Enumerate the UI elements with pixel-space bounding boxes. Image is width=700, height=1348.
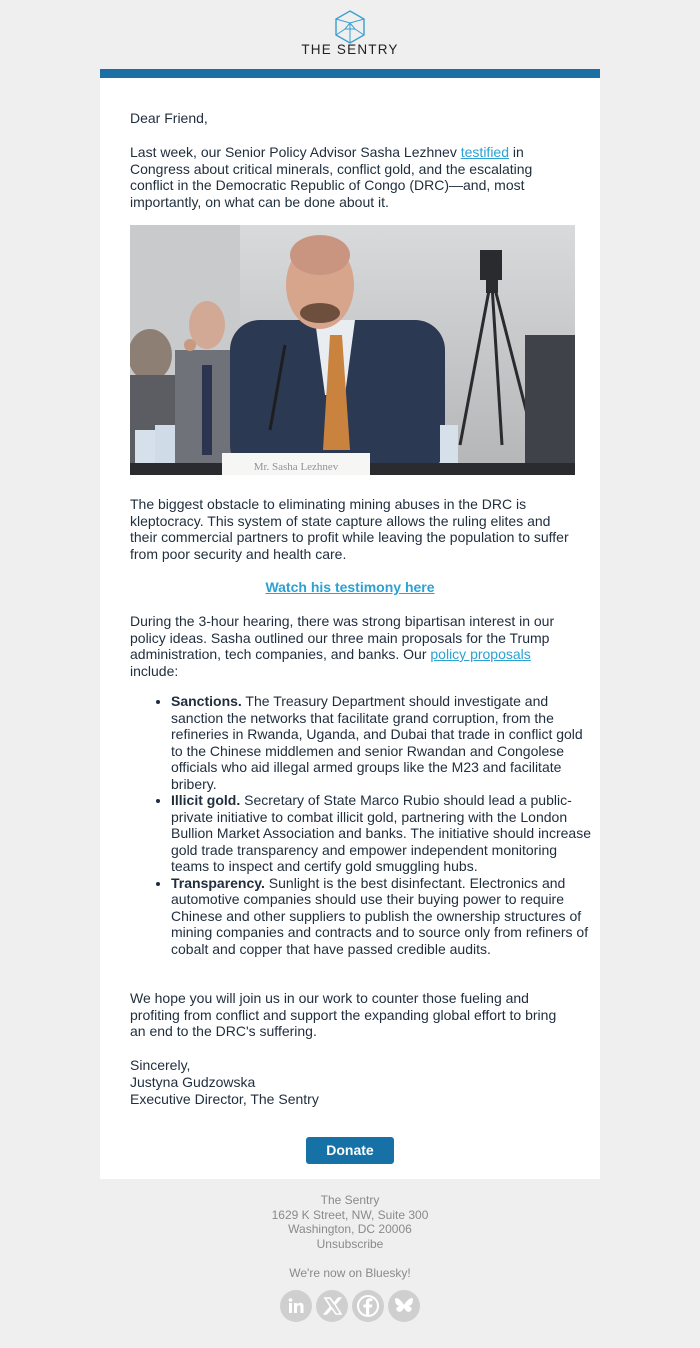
greeting: Dear Friend, bbox=[130, 110, 208, 126]
header-accent-bar bbox=[100, 69, 600, 78]
bluesky-icon[interactable] bbox=[388, 1290, 420, 1322]
signoff: Sincerely, bbox=[130, 1057, 191, 1073]
policy-proposals-link[interactable]: policy proposals bbox=[430, 646, 531, 662]
proposals-list bbox=[150, 693, 591, 957]
list-item: • Illicit gold. Secretary of State Marco Rubio should lead a public-private initiative to combat illicit gold, partnering with the London Bullion Market Association and banks. The initiative should increase gold trade transparency and empower independent monitoring teams to inspect and certify gold smuggling hubs. bbox=[171, 792, 591, 875]
watch-testimony-link[interactable]: Watch his testimony here bbox=[265, 579, 435, 595]
facebook-icon[interactable] bbox=[352, 1290, 384, 1322]
kleptocracy-paragraph: The biggest obstacle to eliminating mining abuses in the DRC is kleptocracy. This system of state capture allows the ruling elites and their commercial partners to profit while leaving the population to suffer from poor security and health care. bbox=[130, 496, 569, 562]
footer-org: The Sentry bbox=[320, 1193, 380, 1207]
testified-link[interactable]: testified bbox=[460, 144, 509, 160]
bluesky-note: We're now on Bluesky! bbox=[289, 1266, 411, 1280]
donate-button[interactable]: Donate bbox=[306, 1137, 394, 1164]
testimony-photo bbox=[130, 225, 575, 475]
linkedin-icon[interactable] bbox=[280, 1290, 312, 1322]
list-item: • Transparency. Sunlight is the best disinfectant. Electronics and automotive companies should use their buying power to require Chinese and other suppliers to publish the ownership structures of mining companies and contracts and to source only from refiners of cobalt and copper that have passed credible audits. bbox=[171, 875, 591, 958]
nameplate-text: Mr. Sasha Lezhnev bbox=[253, 461, 339, 473]
signer-title: Executive Director, The Sentry bbox=[130, 1091, 319, 1107]
brand-name: THE SENTRY bbox=[301, 42, 399, 57]
closing-paragraph: We hope you will join us in our work to counter those fueling and profiting from conflict and support the expanding global effort to bring an end to the DRC's suffering. bbox=[130, 990, 557, 1039]
header bbox=[0, 0, 700, 69]
hearing-paragraph: During the 3-hour hearing, there was strong bipartisan interest in our policy ideas. Sasha outlined our three main proposals for the Trump administration, tech companies, and banks. Our policy proposals include: bbox=[130, 613, 555, 679]
signer-name: Justyna Gudzowska bbox=[130, 1074, 256, 1090]
list-item: • Sanctions. The Treasury Department should investigate and sanction the networks that facilitate grand corruption, from the refineries in Rwanda, Uganda, and Dubai that trade in conflict gold to the Chinese middlemen and senior Rwandan and Congolese officials who aid illegal armed groups like the M23 and facilitate bribery. bbox=[171, 693, 591, 792]
x-icon[interactable] bbox=[316, 1290, 348, 1322]
unsubscribe-link[interactable]: Unsubscribe bbox=[316, 1237, 384, 1251]
sentry-logo-icon bbox=[333, 10, 367, 44]
intro-paragraph: Last week, our Senior Policy Advisor Sasha Lezhnev testified in Congress about critical minerals, conflict gold, and the escalating conflict in the Democratic Republic of Congo (DRC)—and, most importantly, on what can be done about it. bbox=[130, 144, 533, 210]
footer-address-line2: Washington, DC 20006 bbox=[288, 1222, 412, 1236]
footer-address-line1: 1629 K Street, NW, Suite 300 bbox=[271, 1208, 429, 1222]
